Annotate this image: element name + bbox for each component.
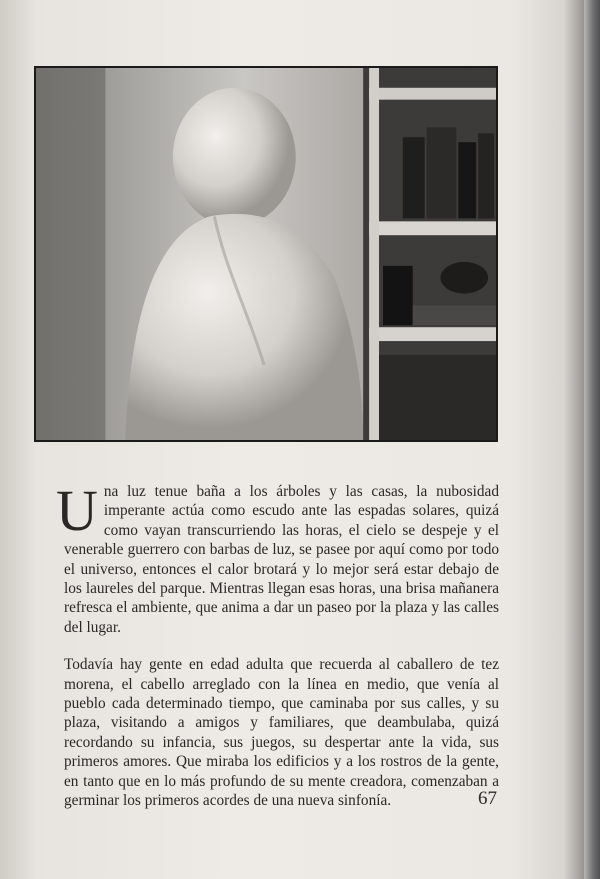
paragraph-1 — [56, 478, 499, 637]
paragraph-1-text: na luz tenue baña a los árboles y las casas, la nubosidad imperante actúa como escudo ante las espadas solares, quizá como vayan transcurriendo las horas, el cielo se despeje y el venerable guerrero con barbas de luz, se pasee por aquí como por todo el universo, entonces el calor brotará y lo mejor será estar debajo de los laureles del parque. Mientras llegan esas horas, una brisa mañanera refresca el ambiente, que anima a dar un paseo por la plaza y las calles del lugar. — [64, 483, 499, 636]
page-number: 67 — [478, 788, 497, 809]
photograph — [34, 66, 498, 442]
book-spine-shadow — [584, 0, 600, 879]
body-text — [56, 478, 499, 811]
drop-cap: U — [56, 478, 98, 543]
photo-image — [36, 68, 496, 440]
paragraph-2: Todavía hay gente en edad adulta que recuerda al caballero de tez morena, el cabello arreglado con la línea en medio, que venía al pueblo cada determinado tiempo, que caminaba por sus calles, y su plaza, visitando a amigos y familiares, que deambulaba, quizá recordando su infancia, sus juegos, su despertar ante la vida, sus primeros amores. Que miraba los edificios y a los rostros de la gente, en tanto que en lo más profundo de su mente creadora, comenzaban a germinar los primeros acordes de una nueva sinfonía. — [64, 656, 499, 810]
